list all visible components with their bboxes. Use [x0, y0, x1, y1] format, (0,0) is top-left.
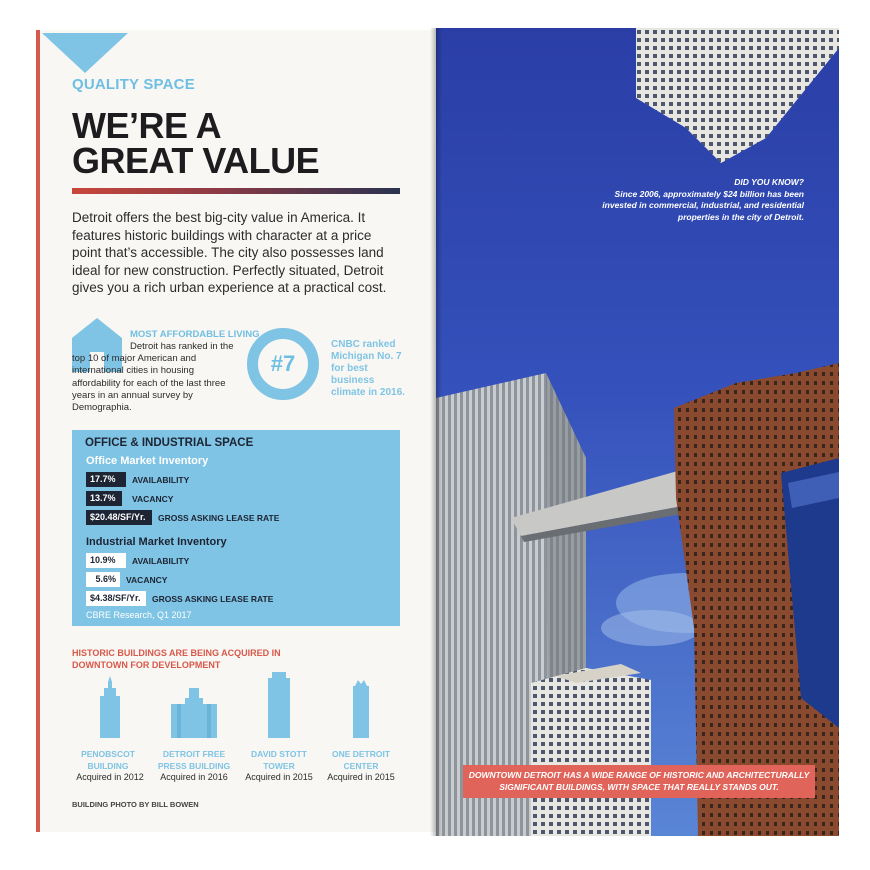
building-name-line-1: DETROIT FREE: [162, 749, 226, 759]
office-market-heading: Office Market Inventory: [86, 455, 209, 467]
book-gutter-shadow: [430, 28, 442, 836]
office-lease-rate-value: $20.48/SF/Yr.: [86, 510, 152, 525]
intro-paragraph: Detroit offers the best big-city value in America. It features historic buildings with character at a price point that’s accessible. The city also possesses land ideal for new construction. Perfectly situated, Detroit gives you a rich urban experience at a practical cost.: [72, 210, 387, 295]
building-name-penobscot: [60, 748, 156, 772]
rank-number: #7: [270, 351, 296, 376]
david-stott-tower-icon: [266, 672, 292, 738]
building-acquired-free-press: Acquired in 2016: [160, 772, 228, 782]
building-name-line-1: DAVID STOTT: [251, 749, 307, 759]
did-you-know-callout: [590, 177, 804, 223]
title-rule: [72, 188, 400, 194]
industrial-lease-rate-label: GROSS ASKING LEASE RATE: [152, 594, 274, 604]
office-vacancy-value: 13.7%: [86, 491, 122, 506]
industrial-availability-label: AVAILABILITY: [132, 556, 190, 566]
one-detroit-center-icon: [351, 680, 371, 738]
building-name-one-detroit: [313, 748, 409, 772]
building-name-line-2: PRESS BUILDING: [157, 761, 231, 771]
affordable-living-text: Detroit has ranked in the top 10 of major American and international cities in housing affordability for each of the last three years in an annual survey by Demographia.: [72, 341, 234, 414]
building-name-line-2: TOWER: [263, 761, 295, 771]
penobscot-building-icon: [97, 676, 123, 738]
did-you-know-title: DID YOU KNOW?: [734, 177, 804, 187]
building-acquired-david-stott: Acquired in 2015: [245, 772, 313, 782]
cnbc-ranking-text: CNBC ranked Michigan No. 7 for best business climate in 2016.: [331, 339, 405, 398]
building-acquired-one-detroit: Acquired in 2015: [327, 772, 395, 782]
caption-banner-text: DOWNTOWN DETROIT HAS A WIDE RANGE OF HISTORIC AND ARCHITECTURALLY SIGNIFICANT BUILDINGS, WITH SPACE THAT REALLY STANDS OUT.: [468, 770, 810, 792]
office-lease-rate-label: GROSS ASKING LEASE RATE: [158, 513, 280, 523]
skyline-photo: [436, 28, 839, 836]
office-industrial-title: OFFICE & INDUSTRIAL SPACE: [85, 437, 254, 449]
rank-badge: [247, 328, 319, 400]
office-vacancy-label: VACANCY: [132, 494, 174, 504]
page-title-line-1: WE’RE A: [72, 105, 222, 146]
did-you-know-text: Since 2006, approximately $24 billion has been invested in commercial, industrial, and residential properties in the city of Detroit.: [602, 188, 804, 222]
industrial-lease-rate-value: $4.38/SF/Yr.: [86, 591, 146, 606]
free-press-building-icon: [171, 688, 217, 738]
source-note: CBRE Research, Q1 2017: [86, 610, 192, 620]
building-name-line-1: PENOBSCOT: [81, 749, 135, 759]
building-name-line-2: BUILDING: [87, 761, 129, 771]
office-availability-label: AVAILABILITY: [132, 475, 190, 485]
page-title-line-2: GREAT VALUE: [72, 140, 320, 181]
affordable-living-title: MOST AFFORDABLE LIVING: [130, 329, 260, 340]
historic-buildings-heading: HISTORIC BUILDINGS ARE BEING ACQUIRED IN DOWNTOWN FOR DEVELOPMENT: [72, 648, 281, 670]
industrial-market-heading: Industrial Market Inventory: [86, 536, 227, 548]
page-title: [72, 105, 412, 181]
industrial-vacancy-value: 5.6%: [86, 572, 120, 587]
building-name-line-1: ONE DETROIT: [331, 749, 391, 759]
building-name-free-press: [146, 748, 242, 772]
skyline-illustration: [436, 28, 839, 836]
corner-triangle-decoration: [42, 33, 128, 73]
industrial-availability-value: 10.9%: [86, 553, 126, 568]
building-acquired-penobscot: Acquired in 2012: [76, 772, 144, 782]
industrial-vacancy-label: VACANCY: [126, 575, 168, 585]
building-name-line-2: CENTER: [343, 761, 379, 771]
section-kicker: QUALITY SPACE: [72, 76, 195, 93]
photo-credit: BUILDING PHOTO BY BILL BOWEN: [72, 800, 199, 809]
office-availability-value: 17.7%: [86, 472, 126, 487]
page-edge-accent: [36, 30, 40, 832]
